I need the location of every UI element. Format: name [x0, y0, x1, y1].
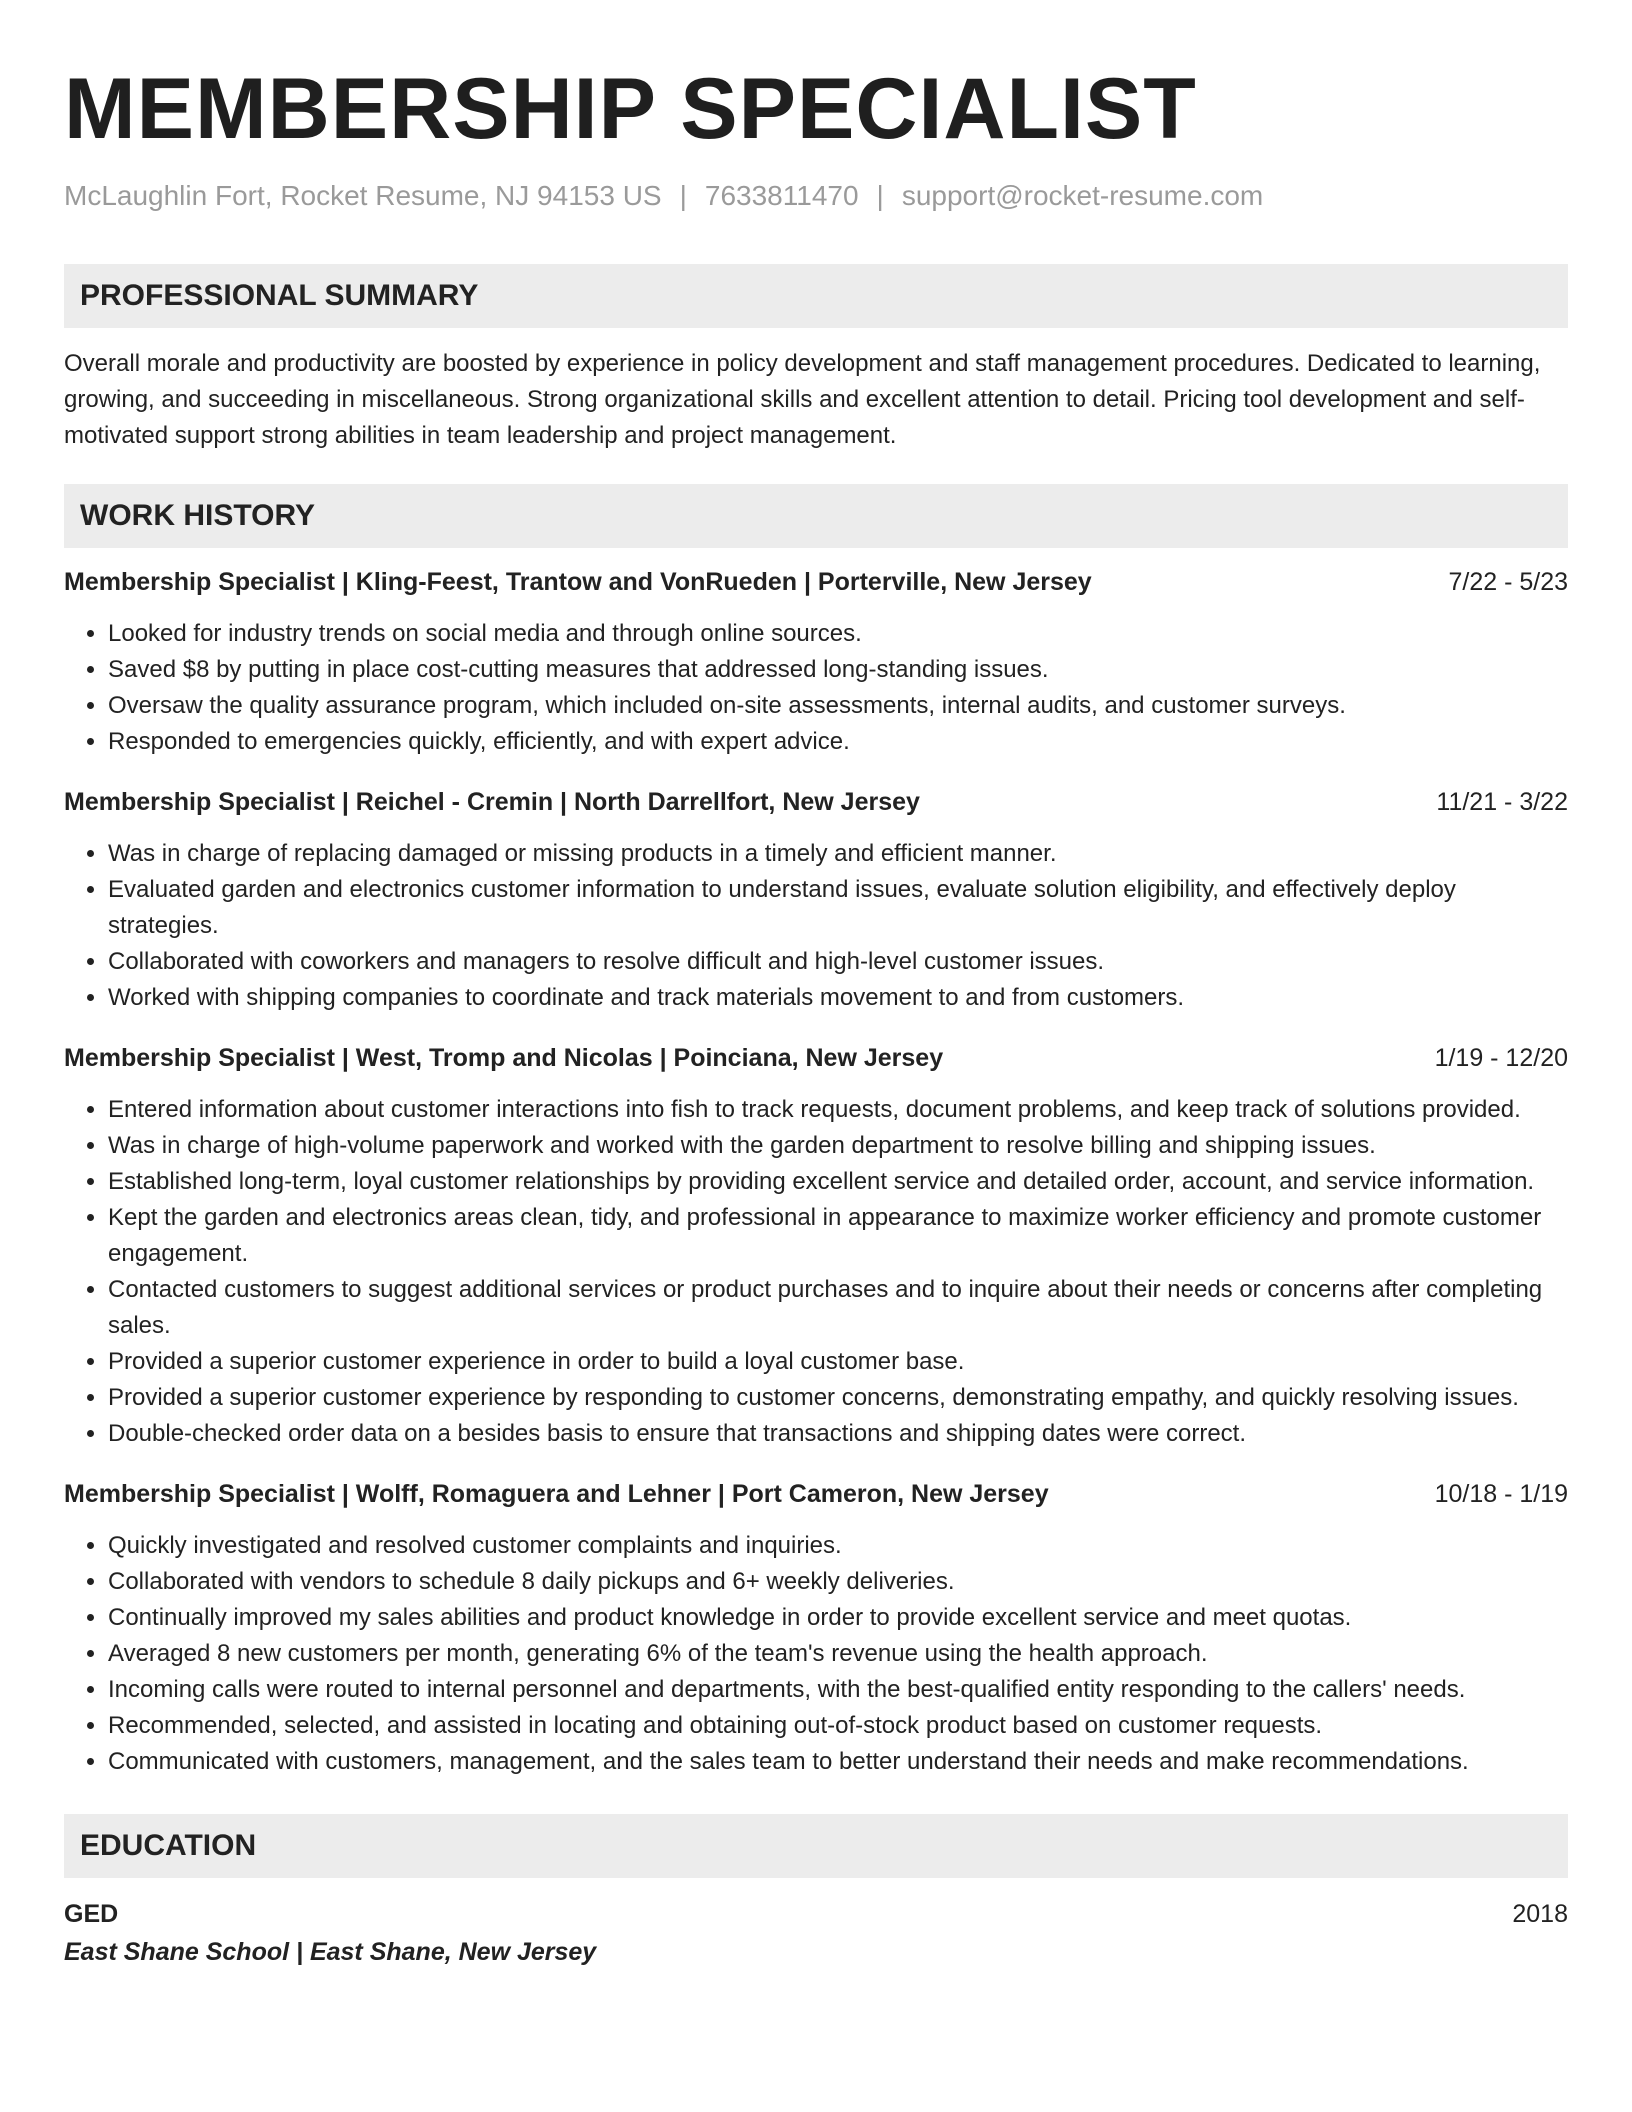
job-bullet: • Was in charge of high-volume paperwork and worked with the garden department to resolve billing and shipping issues.	[108, 1128, 1568, 1164]
candidate-name: MEMBERSHIP SPECIALIST	[64, 61, 1197, 157]
education-school: East Shane School | East Shane, New Jersey	[64, 1938, 597, 1966]
job-dates: 1/19 - 12/20	[1434, 1044, 1568, 1072]
job-bullet: • Entered information about customer interactions into fish to track requests, document problems, and keep track of solutions provided.	[108, 1092, 1568, 1128]
contact-email: support@rocket-resume.com	[901, 180, 1264, 211]
job-bullet: • Saved $8 by putting in place cost-cutting measures that addressed long-standing issues.	[108, 652, 1568, 688]
job-bullets	[64, 616, 1568, 760]
job-bullet: • Collaborated with vendors to schedule 8 daily pickups and 6+ weekly deliveries.	[108, 1564, 1568, 1600]
contact-address: McLaughlin Fort, Rocket Resume, NJ 94153 US	[64, 180, 662, 211]
job-header	[64, 564, 1568, 600]
education-degree: GED	[64, 1900, 119, 1928]
job-bullet: • Looked for industry trends on social media and through online sources.	[108, 616, 1568, 652]
section-header-summary: PROFESSIONAL SUMMARY	[64, 264, 1568, 328]
job-heading: Membership Specialist | Reichel - Cremin | North Darrellfort, New Jersey	[64, 788, 920, 816]
contact-separator: |	[679, 180, 687, 211]
job-bullet: • Evaluated garden and electronics customer information to understand issues, evaluate solution eligibility, and effectively deploy strategies.	[108, 872, 1568, 944]
job-bullet: • Quickly investigated and resolved customer complaints and inquiries.	[108, 1528, 1568, 1564]
section-header-education: EDUCATION	[64, 1814, 1568, 1878]
contact-line	[64, 180, 1568, 212]
job-bullet: • Recommended, selected, and assisted in locating and obtaining out-of-stock product based on customer requests.	[108, 1708, 1568, 1744]
job-bullets	[64, 1092, 1568, 1452]
job-entry	[64, 1040, 1568, 1452]
job-entry	[64, 564, 1568, 760]
job-bullet: • Provided a superior customer experience in order to build a loyal customer base.	[108, 1344, 1568, 1380]
job-bullets	[64, 1528, 1568, 1780]
job-heading: Membership Specialist | West, Tromp and Nicolas | Poinciana, New Jersey	[64, 1044, 944, 1072]
job-bullet: • Averaged 8 new customers per month, generating 6% of the team's revenue using the health approach.	[108, 1636, 1568, 1672]
job-bullet: • Continually improved my sales abilities and product knowledge in order to provide excellent service and meet quotas.	[108, 1600, 1568, 1636]
job-bullet: • Kept the garden and electronics areas clean, tidy, and professional in appearance to maximize worker efficiency and promote customer engagement.	[108, 1200, 1568, 1272]
job-bullet: • Provided a superior customer experience by responding to customer concerns, demonstrating empathy, and quickly resolving issues.	[108, 1380, 1568, 1416]
job-bullet: • Incoming calls were routed to internal personnel and departments, with the best-qualified entity responding to the callers' needs.	[108, 1672, 1568, 1708]
job-dates: 7/22 - 5/23	[1448, 568, 1568, 596]
job-bullet: • Oversaw the quality assurance program, which included on-site assessments, internal audits, and customer surveys.	[108, 688, 1568, 724]
contact-phone: 7633811470	[704, 180, 859, 211]
job-bullet: • Communicated with customers, management, and the sales team to better understand their needs and make recommendations.	[108, 1744, 1568, 1780]
job-dates: 11/21 - 3/22	[1436, 788, 1568, 816]
job-bullet: • Responded to emergencies quickly, efficiently, and with expert advice.	[108, 724, 1568, 760]
job-bullet: • Collaborated with coworkers and managers to resolve difficult and high-level customer issues.	[108, 944, 1568, 980]
education-year: 2018	[1512, 1900, 1568, 1928]
job-header	[64, 784, 1568, 820]
section-header-work-history: WORK HISTORY	[64, 484, 1568, 548]
job-bullet: • Double-checked order data on a besides basis to ensure that transactions and shipping dates were correct.	[108, 1416, 1568, 1452]
job-header	[64, 1040, 1568, 1076]
job-header	[64, 1476, 1568, 1512]
job-dates: 10/18 - 1/19	[1434, 1480, 1568, 1508]
summary-text: Overall morale and productivity are boosted by experience in policy development and staff management procedures. Dedicated to learning, growing, and succeeding in miscellaneous. Strong organizational skills and excellent attention to detail. Pricing tool development and self-motivated support strong abilities in team leadership and project management.	[64, 350, 1541, 449]
education-entry	[64, 1896, 1568, 1970]
job-entry	[64, 784, 1568, 1016]
job-bullet: • Worked with shipping companies to coordinate and track materials movement to and from customers.	[108, 980, 1568, 1016]
job-heading: Membership Specialist | Wolff, Romaguera and Lehner | Port Cameron, New Jersey	[64, 1480, 1049, 1508]
education-header	[64, 1896, 1568, 1932]
job-entry	[64, 1476, 1568, 1780]
job-bullets	[64, 836, 1568, 1016]
job-bullet: • Established long-term, loyal customer relationships by providing excellent service and detailed order, account, and service information.	[108, 1164, 1568, 1200]
job-heading: Membership Specialist | Kling-Feest, Trantow and VonRueden | Porterville, New Jersey	[64, 568, 1092, 596]
job-bullet: • Contacted customers to suggest additional services or product purchases and to inquire about their needs or concerns after completing sales.	[108, 1272, 1568, 1344]
contact-separator: |	[876, 180, 884, 211]
job-bullet: • Was in charge of replacing damaged or missing products in a timely and efficient manner.	[108, 836, 1568, 872]
